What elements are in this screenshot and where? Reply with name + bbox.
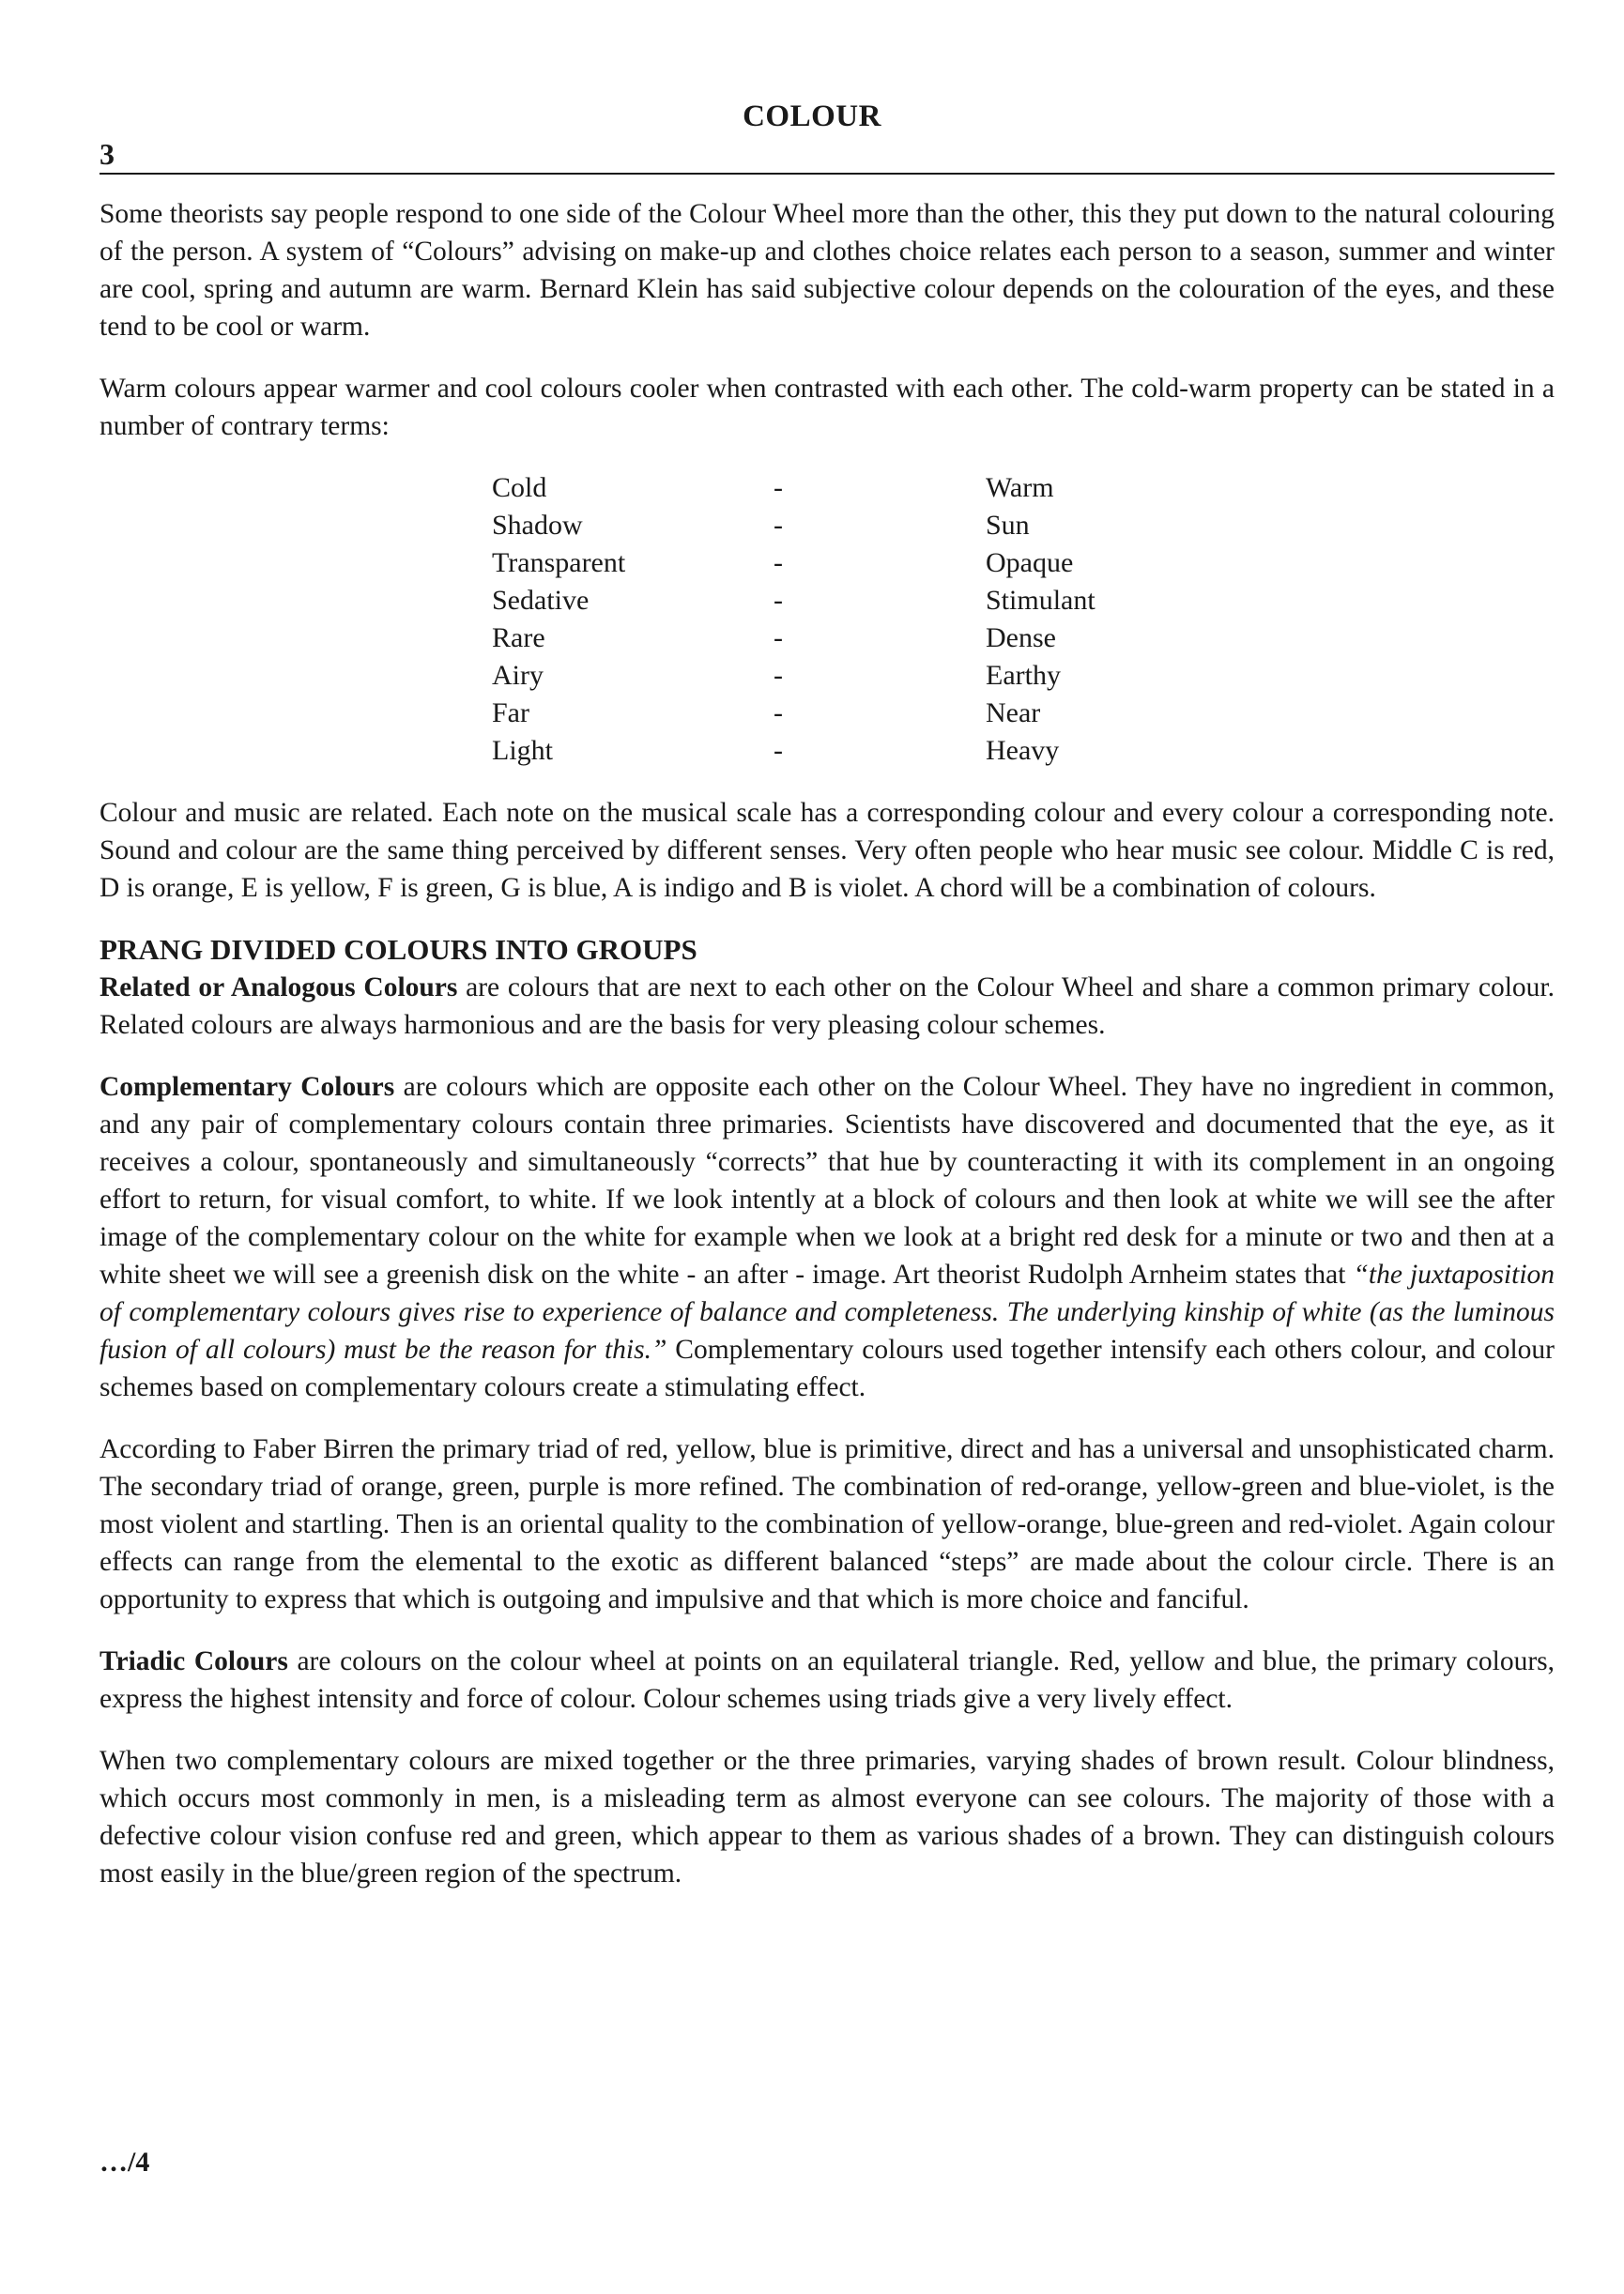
term-shadow: Shadow [492, 510, 583, 541]
term-transparent: Transparent [492, 547, 626, 578]
term-dash: - [774, 697, 783, 728]
header-rule [100, 173, 1555, 175]
term-sedative: Sedative [492, 585, 590, 616]
term-stimulant: Stimulant [986, 585, 1095, 616]
term-row [492, 582, 1095, 619]
section-heading-prang: PRANG DIVIDED COLOURS INTO GROUPS [100, 933, 697, 966]
paragraph-faber-birren: According to Faber Birren the primary triad of red, yellow, blue is primitive, direct and has a universal and unsophisticated charm. The secondary triad of orange, green, purple is more refined. The combination of red-orange, yellow-green and blue-violet, is the most violent and startling. Then is an oriental quality to the combination of yellow-orange, blue-green and red-violet. Again colour effects can range from the elemental to the exotic as different balanced “steps” are made about the colour circle. There is an opportunity to express that which is outgoing and impulsive and that which is more choice and fanciful. [100, 1434, 1555, 1614]
term-row [492, 469, 1095, 507]
term-rare: Rare [492, 622, 545, 653]
term-row [492, 619, 1095, 657]
paragraph-complementary-colours [100, 1068, 1555, 1406]
term-dash: - [774, 735, 783, 766]
term-opaque: Opaque [986, 547, 1074, 578]
term-row [492, 732, 1095, 770]
term-light: Light [492, 735, 553, 766]
paragraph-colour-blindness: When two complementary colours are mixed together or the three primaries, varying shades of brown result. Colour blindness, which occurs most commonly in men, is a misleading term as almost everyone can see colours. The majority of those with a defective colour vision confuse red and green, which appear to them as various shades of a brown. They can distinguish colours most easily in the blue/green region of the spectrum. [100, 1746, 1555, 1889]
term-near: Near [986, 697, 1041, 728]
term-dense: Dense [986, 622, 1056, 653]
term-complementary-colours: Complementary Colours [100, 1072, 395, 1102]
document-body [100, 195, 1555, 1917]
term-far: Far [492, 697, 529, 728]
term-row [492, 507, 1095, 544]
complementary-colours-text: are colours which are opposite each other on the Colour Wheel. They have no ingredient in common, and any pair of complementary colours contain three primaries. Scientists have discovered and documented that the eye, as it receives a colour, spontaneously and simultaneously “corrects” that hue by counteracting it with its complement in an ongoing effort to return, for visual comfort, to white. If we look intently at a block of colours and then look at white we will see the after image of the complementary colour on the white for example when we look at a bright red desk for a minute or two and then at a white sheet we will see a greenish disk on the white - an after - image. Art theorist Rudolph Arnheim states that [100, 1072, 1555, 1290]
complementary-colours-tail: Complementary colours used together intensify each others colour, and colour schemes based on complementary colours create a stimulating effect. [100, 1335, 1555, 1402]
paragraph-warm-cool: Warm colours appear warmer and cool colours cooler when contrasted with each other. The cold-warm property can be stated in a number of contrary terms: [100, 374, 1555, 441]
contrary-terms-table [492, 469, 1095, 770]
term-dash: - [774, 660, 783, 691]
term-dash: - [774, 622, 783, 653]
term-cold: Cold [492, 472, 547, 503]
term-dash: - [774, 547, 783, 578]
term-sun: Sun [986, 510, 1030, 541]
page-title: COLOUR [743, 99, 881, 133]
term-triadic-colours: Triadic Colours [100, 1646, 288, 1676]
term-related-colours: Related or Analogous Colours [100, 972, 458, 1002]
paragraph-colour-wheel-theory: Some theorists say people respond to one side of the Colour Wheel more than the other, this they put down to the natural colouring of the person. A system of “Colours” advising on make-up and clothes choice relates each person to a season, summer and winter are cool, spring and autumn are warm. Bernard Klein has said subjective colour depends on the colouration of the eyes, and these tend to be cool or warm. [100, 199, 1555, 342]
term-airy: Airy [492, 660, 544, 691]
term-earthy: Earthy [986, 660, 1061, 691]
term-row [492, 657, 1095, 695]
term-dash: - [774, 472, 783, 503]
paragraph-colour-music: Colour and music are related. Each note on the musical scale has a corresponding colour and every colour a corresponding note. Sound and colour are the same thing perceived by different senses. Very often people who hear music see colour. Middle C is red, D is orange, E is yellow, F is green, G is blue, A is indigo and B is violet. A chord will be a combination of colours. [100, 798, 1555, 903]
continue-marker: …/4 [100, 2147, 150, 2178]
term-row [492, 544, 1095, 582]
arnheim-quote: “the juxtaposition of complementary colours gives rise to experience of balance and completeness. The underlying kinship of white (as the luminous fusion of all colours) must be the reason for this.” [100, 1260, 1555, 1365]
page-number: 3 [100, 137, 115, 171]
triadic-colours-text: are colours on the colour wheel at points on an equilateral triangle. Red, yellow and blue, the primary colours, express the highest intensity and force of colour. Colour schemes using triads give a very lively effect. [100, 1646, 1555, 1714]
term-heavy: Heavy [986, 735, 1060, 766]
term-dash: - [774, 510, 783, 541]
paragraph-related-colours [100, 969, 1555, 1044]
paragraph-triadic-colours [100, 1643, 1555, 1718]
term-row [492, 695, 1095, 732]
related-colours-text: are colours that are next to each other on the Colour Wheel and share a common primary colour. Related colours are always harmonious and are the basis for very pleasing colour schemes. [100, 972, 1555, 1040]
term-dash: - [774, 585, 783, 616]
term-warm: Warm [986, 472, 1054, 503]
